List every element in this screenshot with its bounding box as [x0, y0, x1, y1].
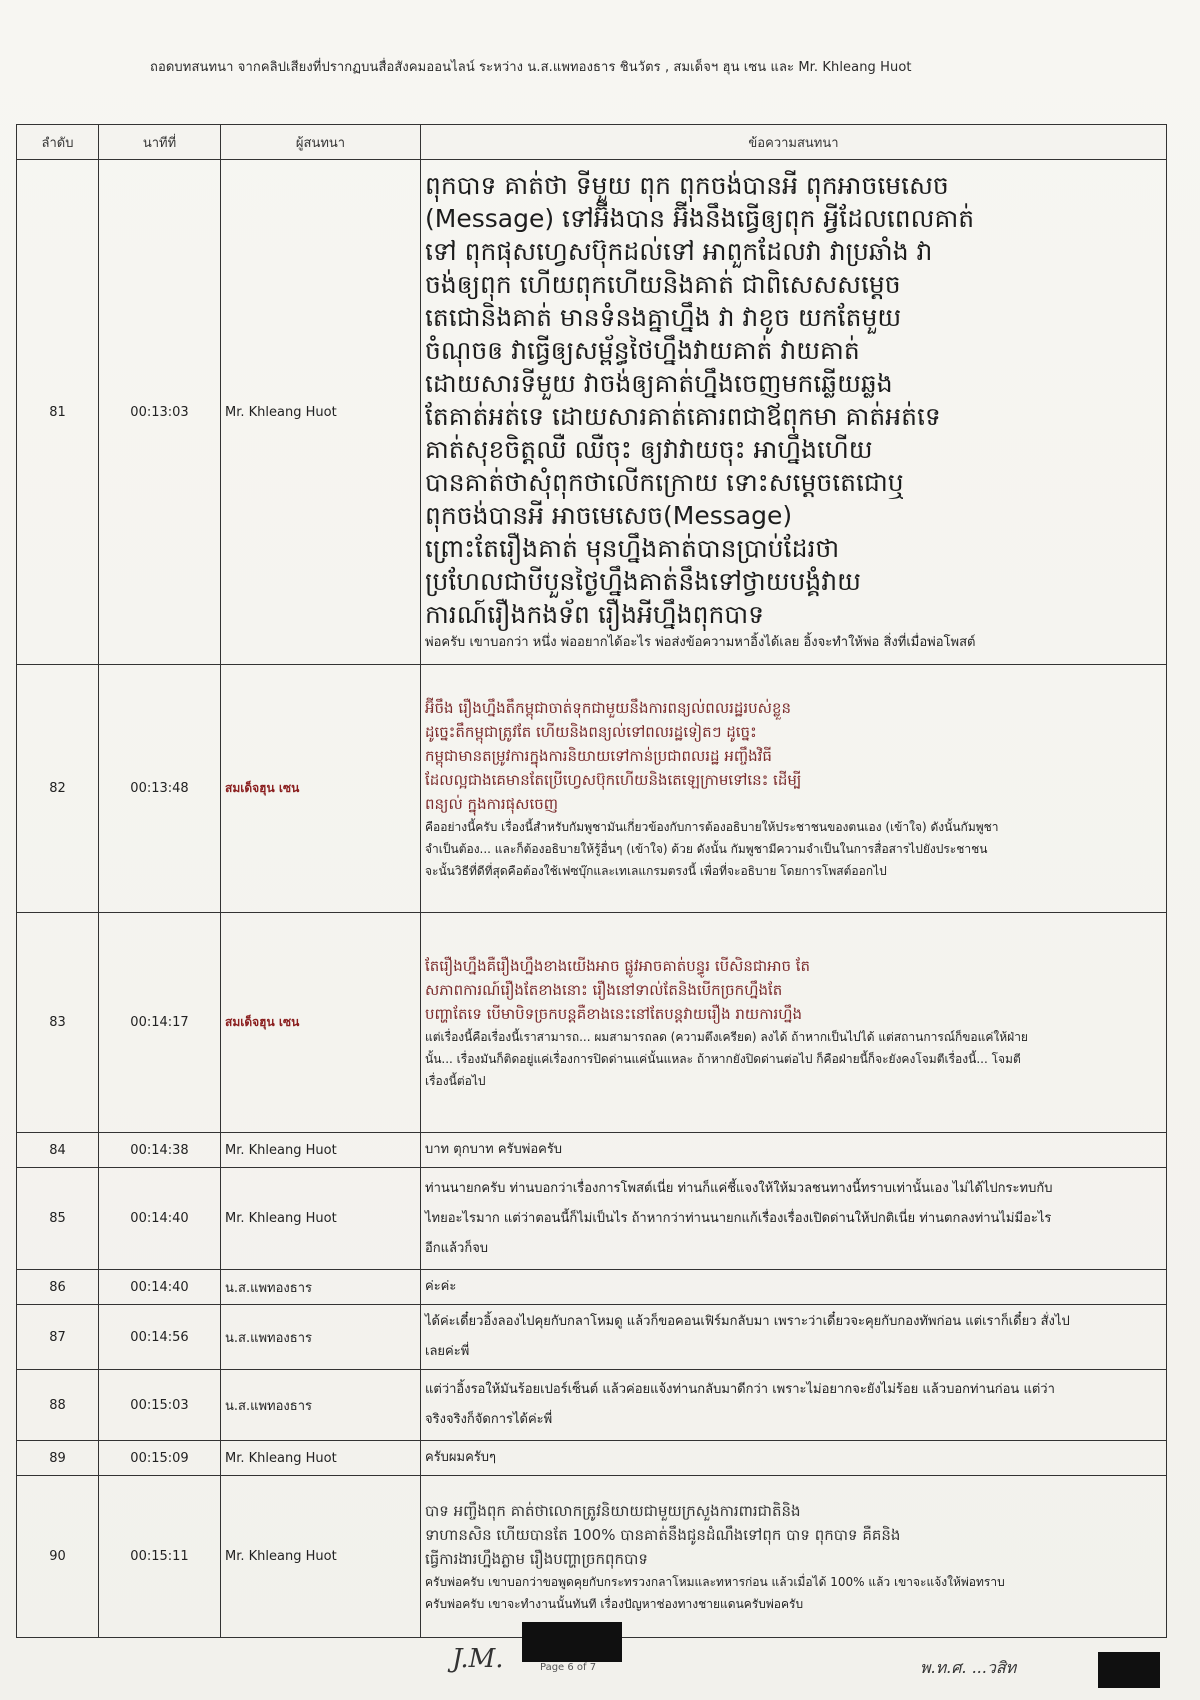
row-message	[421, 1133, 1167, 1168]
thai-line: ท่านนายกครับ ท่านบอกว่าเรื่องการโพสต์เนี่ย ท่านก็แค่ชี้แจงให้ให้มวลชนทางนี้ทราบเท่านั้นเอง ไม่ได้ไปกระทบกับ	[425, 1180, 1053, 1196]
row-number: 90	[17, 1476, 99, 1638]
khmer-line: ប្រហែលជាបីបួនថ្ងៃហ្នឹងគាត់នឹងទៅថ្វាយបង្គំវាយ	[425, 567, 861, 596]
khmer-line: អ៊ីចឹង រឿងហ្នឹងតឹកម្ពុជាចាត់ទុកជាមួយនឹងការពន្យល់ពលរដ្ឋរបស់ខ្លួន	[425, 698, 791, 717]
table-header-row	[17, 125, 1167, 160]
row-message	[421, 160, 1167, 665]
thai-line: ไทยอะไรมาก แต่ว่าตอนนี้ก็ไม่เป็นไร ถ้าหากว่าท่านนายกแก้เรื่องเรื่องเปิดด่านให้ปกติเนี่ย ท่านตกลงท่านไม่มีอะไร	[425, 1210, 1052, 1226]
khmer-line: កម្ពុជាមានតម្រូវការក្នុងការនិយាយទៅកាន់ប្រជាពលរដ្ឋ អញ្ចឹងវិធី	[425, 746, 772, 765]
initials-left: J.M.	[452, 1644, 504, 1674]
row-number: 82	[17, 665, 99, 913]
row-speaker: สมเด็จฮุน เซน	[221, 913, 421, 1133]
thai-line: บาท ตุกบาท ครับพ่อครับ	[425, 1142, 563, 1157]
thai-line: แต่เรื่องนี้คือเรื่องนี้เราสามารถ... ผมสามารถลด (ความตึงเครียด) ลงได้ ถ้าหากเป็นไปได้ แต่สถานการณ์ก็ขอแค่ให้ฝ่าย	[425, 1029, 1028, 1044]
row-time: 00:13:03	[99, 160, 221, 665]
row-message	[421, 1168, 1167, 1270]
khmer-line: គាត់សុខចិត្តឈឺ ឈឺចុះ ឲ្យវាវាយចុះ អាហ្នឹងហើយ	[425, 435, 873, 464]
khmer-line: ចំណុចឲ វាធ្វើឲ្យសម្ព័ន្ធថៃហ្នឹងវាយគាត់ វាយគាត់	[425, 336, 860, 365]
row-message	[421, 913, 1167, 1133]
thai-line: คืออย่างนี้ครับ เรื่องนี้สำหรับกัมพูชามันเกี่ยวข้องกับการต้องอธิบายให้ประชาชนของตนเอง (เข้าใจ) ดังนั้นกัมพูชา	[425, 819, 999, 834]
khmer-line: ព្រោះតែរឿងគាត់ មុនហ្នឹងគាត់បានប្រាប់ដែរថា	[425, 534, 840, 563]
thai-line: ค่ะค่ะ	[425, 1279, 457, 1294]
khmer-line: បានគាត់ថាសុំពុកថាលើកក្រោយ ទោះសម្ដេចតេជោឬ	[425, 468, 904, 497]
row-message	[421, 1305, 1167, 1370]
khmer-line: តែរឿងហ្នឹងគឺរឿងហ្នឹងខាងយើងអាច ផ្លូវអាចគាត់បន្ធូរ បើសិនជាអាច តែ	[425, 956, 811, 975]
row-message	[421, 1370, 1167, 1441]
row-message	[421, 665, 1167, 913]
row-time: 00:14:40	[99, 1270, 221, 1305]
khmer-line: ដោយសារទីមួយ វាចង់ឲ្យគាត់ហ្នឹងចេញមកឆ្លើយឆ្លង	[425, 369, 893, 398]
khmer-line: ពុកបាទ គាត់ថា ទីមួយ ពុក ពុកចង់បានអី ពុកអាចមេសេច	[425, 171, 949, 200]
table-row	[17, 1476, 1167, 1638]
row-message	[421, 1270, 1167, 1305]
row-time: 00:15:11	[99, 1476, 221, 1638]
row-number: 89	[17, 1441, 99, 1476]
khmer-line: ទៅ ពុកផុសហ្វេសប៊ុកដល់ទៅ អាពួកដែលវា វាប្រឆាំង វា	[425, 237, 933, 266]
page-number: Page 6 of 7	[540, 1662, 597, 1673]
row-speaker: Mr. Khleang Huot	[221, 160, 421, 665]
row-speaker: น.ส.แพทองธาร	[221, 1305, 421, 1370]
khmer-line: តែគាត់អត់ទេ ដោយសារគាត់គោរពជាឪពុកមា គាត់អត់ទេ	[425, 402, 941, 431]
thai-line: จำเป็นต้อง... และก็ต้องอธิบายให้รู้อื่นๆ (เข้าใจ) ด้วย ดังนั้น กัมพูชามีความจำเป็นในการสื่อสารไปยังประชาชน	[425, 841, 988, 856]
row-time: 00:14:17	[99, 913, 221, 1133]
thai-line: นั้น... เรื่องมันก็ติดอยู่แค่เรื่องการปิดด่านแค่นั้นแหละ ถ้าหากยังปิดด่านต่อไป ก็คือฝ่ายนี้ก็จะยังคงโจมตีเรื่องนี้... โจมตี	[425, 1051, 1021, 1066]
khmer-line: ចង់ឲ្យពុក ហើយពុកហើយនិងគាត់ ជាពិសេសសម្ដេច	[425, 270, 901, 299]
khmer-line: ធ្វើការងារហ្នឹងភ្លាម រឿងបញ្ហាច្រកពុកបាទ	[425, 1549, 648, 1568]
row-number: 87	[17, 1305, 99, 1370]
thai-line: ครับผมครับๆ	[425, 1450, 497, 1465]
row-time: 00:15:03	[99, 1370, 221, 1441]
row-number: 88	[17, 1370, 99, 1441]
row-speaker: น.ส.แพทองธาร	[221, 1370, 421, 1441]
document-title: ถอดบทสนทนา จากคลิปเสียงที่ปรากฏบนสื่อสังคมออนไลน์ ระหว่าง น.ส.แพทองธาร ชินวัตร , สมเด็จฯ ฮุน เซน และ Mr. Khleang Huot	[150, 60, 912, 75]
khmer-line: ពន្យល់ ក្នុងការផុសចេញ	[425, 794, 559, 813]
row-time: 00:15:09	[99, 1441, 221, 1476]
redaction-box-right	[1098, 1652, 1160, 1688]
row-number: 81	[17, 160, 99, 665]
header-time: นาทีที่	[99, 125, 221, 160]
khmer-line: ពុកចង់បានអី អាចមេសេច(Message)	[425, 501, 793, 530]
thai-line: พ่อครับ เขาบอกว่า หนึ่ง พ่ออยากได้อะไร พ่อส่งข้อความหาอิ้งได้เลย อิ้งจะทำให้พ่อ สิ่งที่เมื่อพ่อโพสต์	[425, 635, 976, 650]
row-time: 00:14:40	[99, 1168, 221, 1270]
table-row	[17, 160, 1167, 665]
header-message: ข้อความสนทนา	[421, 125, 1167, 160]
row-message	[421, 1476, 1167, 1638]
row-number: 83	[17, 913, 99, 1133]
thai-line: ได้ค่ะเดี๋ยวอิ้งลองไปคุยกับกลาโหมดู แล้วก็ขอคอนเฟิร์มกลับมา เพราะว่าเดี๋ยวจะคุยกับกองทัพก่อน แต่เราก็เดี๋ยว สั่งไป	[425, 1314, 1070, 1329]
row-speaker: Mr. Khleang Huot	[221, 1133, 421, 1168]
row-speaker: น.ส.แพทองธาร	[221, 1270, 421, 1305]
khmer-line: ទាហានសិន ហើយបានតែ 100% បានគាត់នឹងជូនដំណឹងទៅពុក បាទ ពុកបាទ គឺគនិង	[425, 1525, 901, 1544]
khmer-line: បញ្ហាតែទេ បើមាបិទច្រកបន្តគឺខាងនេះនៅតែបន្តវាយរឿង រាយការហ្នឹង	[425, 1004, 803, 1023]
khmer-line: បាទ អញ្ចឹងពុក គាត់ថាលោកត្រូវនិយាយជាមួយក្រសួងការពារជាតិនិង	[425, 1501, 801, 1520]
header-speaker: ผู้สนทนา	[221, 125, 421, 160]
table-row	[17, 665, 1167, 913]
thai-line: ครับพ่อครับ เขาบอกว่าขอพูดคุยกับกระทรวงกลาโหมและทหารก่อน แล้วเมื่อได้ 100% แล้ว เขาจะแจ้งให้พ่อทราบ	[425, 1574, 1005, 1589]
thai-line: เรื่องนี้ต่อไป	[425, 1073, 486, 1088]
thai-line: ครับพ่อครับ เขาจะทำงานนั้นทันที เรื่องปัญหาช่องทางชายแดนครับพ่อครับ	[425, 1596, 804, 1611]
header-no: ลำดับ	[17, 125, 99, 160]
row-time: 00:13:48	[99, 665, 221, 913]
row-speaker: สมเด็จฮุน เซน	[221, 665, 421, 913]
thai-line: อีกแล้วก็จบ	[425, 1240, 489, 1256]
khmer-line: ដែលល្អជាងគេមានតែប្រើហ្វេសប៊ុកហើយនិងតេឡេក្រាមទៅនេះ ដើម្បី	[425, 770, 802, 789]
table-row	[17, 1441, 1167, 1476]
thai-line: เลยค่ะพี่	[425, 1344, 470, 1359]
row-speaker: Mr. Khleang Huot	[221, 1476, 421, 1638]
row-message	[421, 1441, 1167, 1476]
table-row	[17, 1270, 1167, 1305]
thai-line: แต่ว่าอิ้งรอให้มันร้อยเปอร์เซ็นต์ แล้วค่อยแจ้งท่านกลับมาดีกว่า เพราะไม่อยากจะยังไม่ร้อย แล้วบอกท่านก่อน แต่ว่า	[425, 1382, 1055, 1397]
khmer-line: ការណ៍រឿងកងទ័ព រឿងអីហ្នឹងពុកបាទ	[425, 600, 765, 629]
transcript-table	[16, 124, 1167, 1638]
row-speaker: Mr. Khleang Huot	[221, 1441, 421, 1476]
khmer-line: សភាពការណ៍រឿងតែខាងនោះ រឿងនៅទាល់តែនិងបើកច្រកហ្នឹងតែ	[425, 980, 783, 999]
table-row	[17, 1370, 1167, 1441]
khmer-line: (Message) ទៅអ៊ីងបាន អ៊ីងនឹងធ្វើឲ្យពុក អ្វីដែលពេលគាត់	[425, 204, 975, 233]
signature-right: พ.ท.ศ. ...วสิท	[920, 1658, 1017, 1677]
row-time: 00:14:38	[99, 1133, 221, 1168]
thai-line: จริงจริงก็จัดการได้ค่ะพี่	[425, 1412, 553, 1427]
row-number: 86	[17, 1270, 99, 1305]
row-time: 00:14:56	[99, 1305, 221, 1370]
table-row	[17, 913, 1167, 1133]
table-row	[17, 1305, 1167, 1370]
khmer-line: ដូច្នេះតឹកម្ពុជាត្រូវតែ ហើយនិងពន្យល់ទៅពលរដ្ឋទៀតៗ ដូច្នេះ	[425, 722, 757, 741]
row-speaker: Mr. Khleang Huot	[221, 1168, 421, 1270]
row-number: 84	[17, 1133, 99, 1168]
table-row	[17, 1168, 1167, 1270]
khmer-line: តេជោនិងគាត់ មានទំនងគ្នាហ្នឹង វា វាខូច យកតែមួយ	[425, 303, 902, 332]
table-row	[17, 1133, 1167, 1168]
row-number: 85	[17, 1168, 99, 1270]
redaction-box	[522, 1622, 622, 1662]
thai-line: จะนั้นวิธีที่ดีที่สุดคือต้องใช้เฟซบุ๊กและเทเลแกรมตรงนี้ เพื่อที่จะอธิบาย โดยการโพสต์ออกไป	[425, 863, 887, 878]
